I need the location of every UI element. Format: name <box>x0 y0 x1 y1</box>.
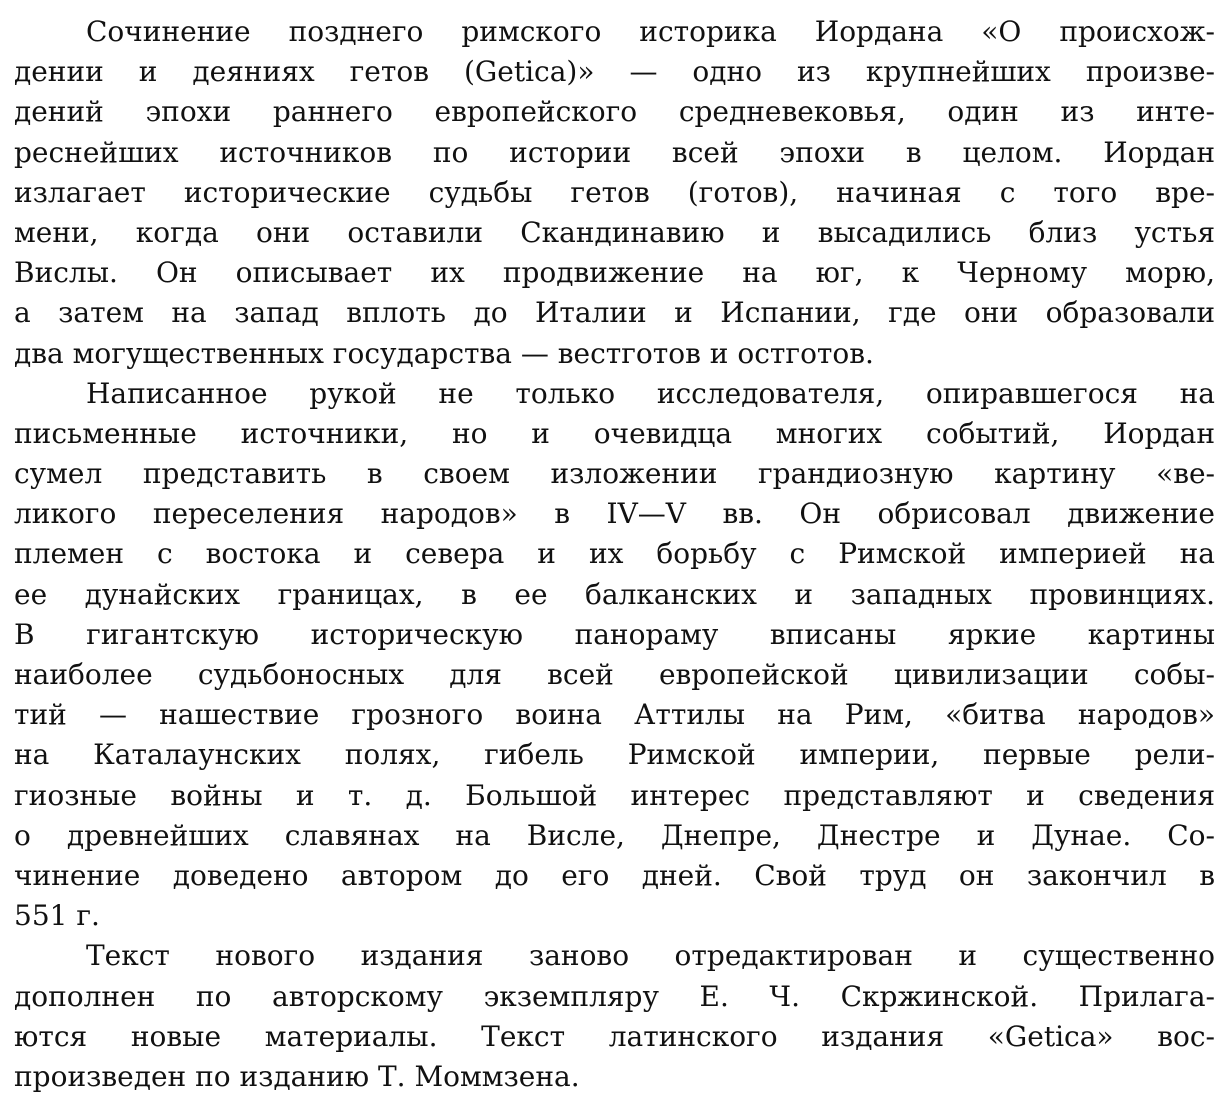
text-line: гиозные войны и т. д. Большой интерес представляют и сведения <box>14 778 1215 812</box>
text-line: Вислы. Он описывает их продвижение на юг, к Черному морю, <box>14 256 1215 290</box>
text-line: письменные источники, но и очевидца многих событий, Иордан <box>14 416 1215 450</box>
text-line: чинение доведено автором до его дней. Свой труд он закончил в <box>14 858 1215 892</box>
text-line: а затем на запад вплоть до Италии и Испании, где они образовали <box>14 296 1215 330</box>
text-line: два могущественных государства — вестготов и остготов. <box>14 336 874 370</box>
text-line: ее дунайских границах, в ее балканских и западных провинциях. <box>14 577 1215 611</box>
paragraph-intro <box>14 12 1215 374</box>
paragraph-description <box>14 374 1215 937</box>
text-line: ликого переселения народов» в IV—V вв. Он обрисовал движение <box>14 497 1215 531</box>
text-line: дении и деяниях гетов (Getica)» — одно из крупнейших произве- <box>14 55 1215 89</box>
text-line: 551 г. <box>14 899 100 933</box>
text-line: племен с востока и севера и их борьбу с Римской империей на <box>14 537 1215 571</box>
text-line: произведен по изданию Т. Моммзена. <box>14 1059 580 1093</box>
document-page <box>14 12 1215 1097</box>
text-line: Написанное рукой не только исследователя, опиравшегося на <box>86 376 1215 410</box>
text-line: дополнен по авторскому экземпляру Е. Ч. Скржинской. Прилага- <box>14 979 1215 1013</box>
text-line: тий — нашествие грозного воина Аттилы на Рим, «битва народов» <box>14 698 1215 732</box>
text-line: Сочинение позднего римского историка Иордана «О происхож- <box>86 15 1215 48</box>
text-line: о древнейших славянах на Висле, Днепре, Днестре и Дунае. Со- <box>14 818 1215 852</box>
text-line: излагает исторические судьбы гетов (готов), начиная с того вре- <box>14 175 1215 209</box>
text-line: на Каталаунских полях, гибель Римской империи, первые рели- <box>14 738 1215 772</box>
text-line: реснейших источников по истории всей эпохи в целом. Иордан <box>14 135 1215 169</box>
text-line: Текст нового издания заново отредактирован и существенно <box>86 939 1215 973</box>
text-line: дений эпохи раннего европейского средневековья, один из инте- <box>14 95 1215 129</box>
paragraph-edition-note <box>14 936 1215 1097</box>
text-line: сумел представить в своем изложении грандиозную картину «ве- <box>14 457 1215 491</box>
text-line: наиболее судьбоносных для всей европейской цивилизации собы- <box>14 658 1215 691</box>
text-line: ются новые материалы. Текст латинского издания «Getica» вос- <box>14 1019 1215 1053</box>
text-line: В гигантскую историческую панораму вписаны яркие картины <box>14 617 1215 651</box>
text-line: мени, когда они оставили Скандинавию и высадились близ устья <box>14 215 1215 249</box>
